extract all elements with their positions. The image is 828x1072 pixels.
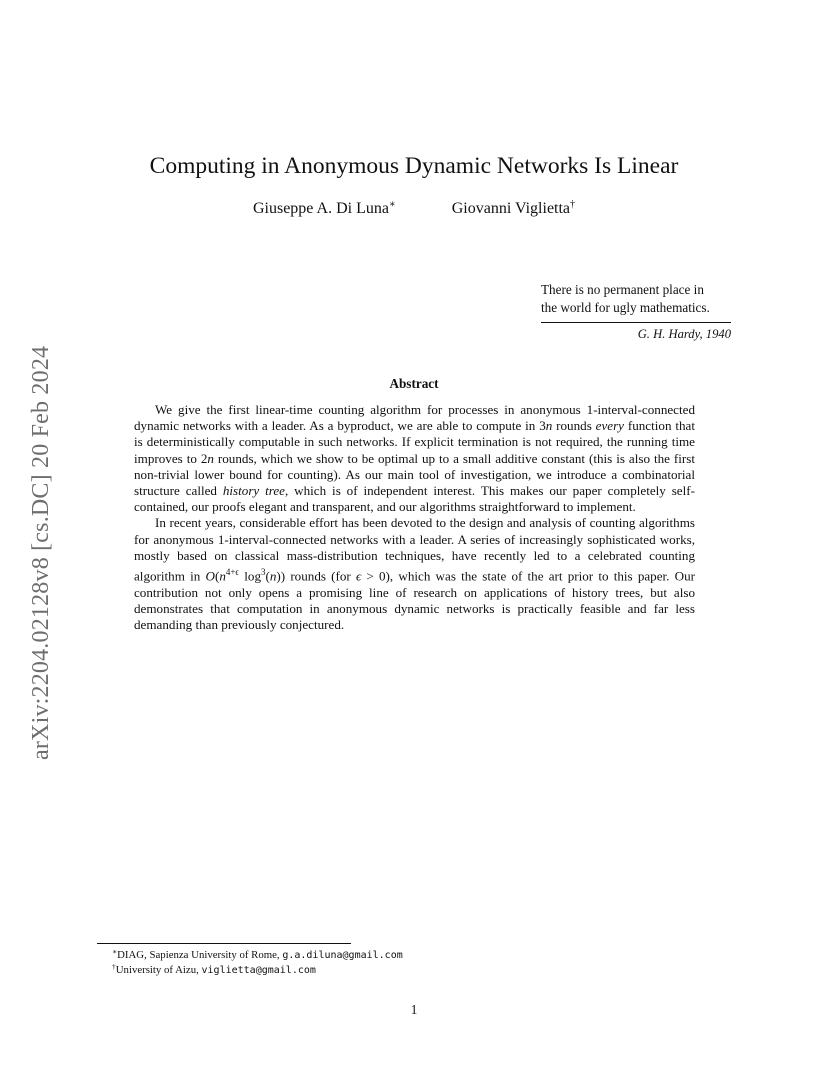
footnote-2 — [97, 963, 737, 978]
epigraph — [541, 281, 731, 344]
footnote-rule — [97, 943, 351, 944]
page-number: 1 — [410, 1002, 418, 1017]
text-run: ( — [214, 568, 220, 584]
text-run: We give the first linear-time counting algorithm for processes in anonymous 1-interval-connected dynamic networks with a leader. As a byproduct, we are able to compute in 3 — [134, 402, 695, 434]
author-name: Giovanni Viglietta — [451, 200, 571, 217]
email-address: g.a.diluna@gmail.com — [282, 950, 403, 961]
footnote-text: DIAG, Sapienza University of Rome, — [117, 949, 283, 961]
epigraph-attribution: G. H. Hardy, 1940 — [637, 327, 731, 341]
math-exponent: 4+ϵ — [225, 567, 240, 578]
math-var: n — [545, 418, 553, 434]
epigraph-rule — [541, 322, 731, 323]
math-var: n — [219, 568, 226, 584]
footnote-1 — [97, 948, 737, 963]
text-run: , which is of independent interest. This makes our paper completely self-contained, our proofs elegant and transparent, and our algorithms straightforward to implement. — [134, 483, 695, 515]
text-run: rounds — [552, 418, 596, 434]
author-list — [0, 199, 828, 219]
emphasis: history tree — [222, 483, 285, 499]
math-var: O — [205, 568, 215, 584]
text-run: log — [239, 568, 261, 584]
text-run: function that is deterministically computable in such networks. If explicit termination is not required, the running time improves to 2 — [134, 418, 695, 466]
footnote-mark: ∗ — [112, 947, 118, 956]
author-footnote-mark: ∗ — [388, 199, 396, 210]
emphasis: every — [595, 418, 624, 434]
text-run: > 0), which was the state of the art prior to this paper. Our contribution not only opens a promising line of research on applications of history trees, but also demonstrates that computation in anonymous dynamic networks is practically feasible and far less demanding than previously conjectured. — [134, 568, 695, 632]
text-run: ( — [265, 568, 270, 584]
abstract-paragraph-1 — [134, 402, 695, 515]
text-run: rounds, which we show to be optimal up to a small additive constant (this is also the first non-trivial lower bound for counting). As our main tool of investigation, we introduce a combinatorial structure called — [134, 450, 696, 499]
abstract-paragraph-2 — [134, 515, 695, 633]
math-var: n — [269, 568, 277, 584]
author-footnote-mark: † — [570, 199, 576, 210]
abstract-heading: Abstract — [389, 376, 439, 391]
math-var: n — [207, 450, 214, 466]
math-var: ϵ — [355, 568, 362, 584]
math-exponent: 3 — [261, 567, 266, 578]
author-name: Giuseppe A. Di Luna — [252, 200, 389, 217]
text-run: )) rounds (for — [276, 568, 356, 584]
paper-title: Computing in Anonymous Dynamic Networks Is Linear — [149, 153, 679, 179]
author-2 — [452, 199, 575, 219]
email-address: viglietta@gmail.com — [201, 965, 316, 976]
text-run: In recent years, considerable effort has been devoted to the design and analysis of counting algorithms for anonymous 1-interval-connected networks with a leader. A series of increasingly sophisticated works, mostly based on classical mass-distribution techniques, have recently led to a celebrated counting algorithm in — [134, 515, 695, 584]
abstract-body — [134, 402, 695, 633]
footnote-text: University of Aizu, — [115, 964, 202, 976]
author-1 — [253, 199, 396, 219]
epigraph-quote: There is no permanent place in the world for ugly mathematics. — [541, 282, 710, 315]
arxiv-identifier: arXiv:2204.02128v8 [cs.DC] 20 Feb 2024 — [28, 345, 54, 760]
footnotes — [97, 948, 737, 978]
footnote-mark: † — [112, 962, 116, 971]
